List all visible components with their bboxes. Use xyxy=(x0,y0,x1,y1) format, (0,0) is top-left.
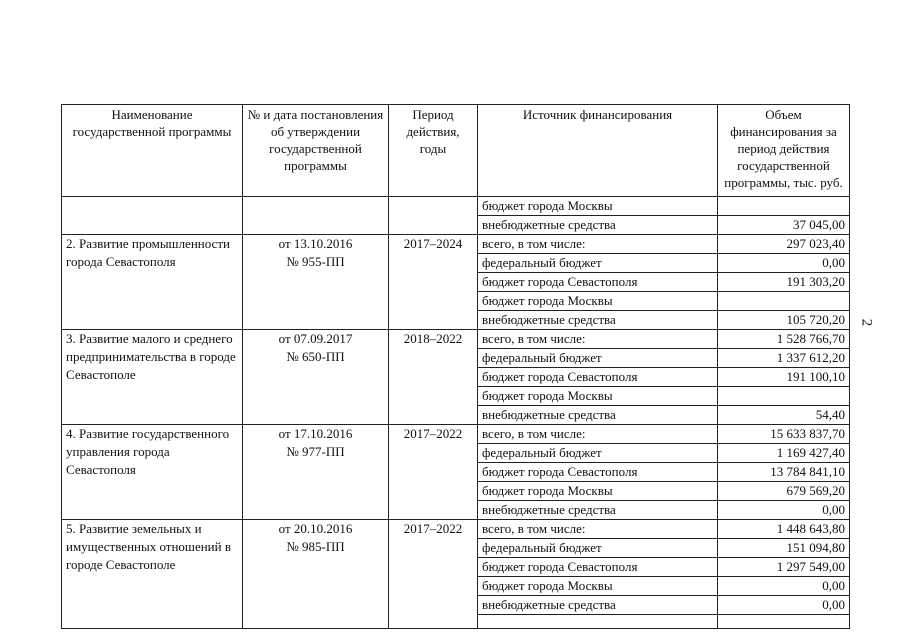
header-row xyxy=(62,105,850,197)
source-cell: внебюджетные средства xyxy=(478,501,718,520)
source-cell: внебюджетные средства xyxy=(478,216,718,235)
source-cell: всего, в том числе: xyxy=(478,520,718,539)
period-cell xyxy=(389,197,478,235)
amount-cell: 0,00 xyxy=(718,254,850,273)
page-number: 2 xyxy=(858,318,875,327)
source-cell: бюджет города Севастополя xyxy=(478,463,718,482)
decree-number: № 955-ПП xyxy=(286,254,345,269)
amount-cell: 0,00 xyxy=(718,596,850,615)
header-amount: Объем финансирования за период действия государственной программы, тыс. руб. xyxy=(718,105,850,197)
source-cell: всего, в том числе: xyxy=(478,330,718,349)
amount-cell xyxy=(718,615,850,629)
decree-cell xyxy=(243,425,389,520)
source-cell: бюджет города Москвы xyxy=(478,292,718,311)
decree-number: № 977-ПП xyxy=(286,444,345,459)
amount-cell xyxy=(718,197,850,216)
source-cell: бюджет города Москвы xyxy=(478,197,718,216)
table-row xyxy=(62,520,850,539)
source-cell: внебюджетные средства xyxy=(478,311,718,330)
source-cell xyxy=(478,615,718,629)
amount-cell: 54,40 xyxy=(718,406,850,425)
amount-cell: 151 094,80 xyxy=(718,539,850,558)
source-cell: внебюджетные средства xyxy=(478,596,718,615)
decree-cell xyxy=(243,330,389,425)
amount-cell: 0,00 xyxy=(718,577,850,596)
decree-cell xyxy=(243,235,389,330)
amount-cell: 15 633 837,70 xyxy=(718,425,850,444)
program-name-cell xyxy=(62,197,243,235)
decree-number: № 985-ПП xyxy=(286,539,345,554)
header-period: Период действия, годы xyxy=(389,105,478,197)
source-cell: внебюджетные средства xyxy=(478,406,718,425)
source-cell: всего, в том числе: xyxy=(478,425,718,444)
amount-cell: 1 448 643,80 xyxy=(718,520,850,539)
decree-date: от 13.10.2016 xyxy=(278,236,353,251)
source-cell: федеральный бюджет xyxy=(478,254,718,273)
amount-cell: 0,00 xyxy=(718,501,850,520)
header-decree: № и дата постановления об утверждении государственной программы xyxy=(243,105,389,197)
source-cell: бюджет города Севастополя xyxy=(478,273,718,292)
amount-cell: 13 784 841,10 xyxy=(718,463,850,482)
amount-cell: 1 297 549,00 xyxy=(718,558,850,577)
decree-date: от 07.09.2017 xyxy=(278,331,353,346)
source-cell: федеральный бюджет xyxy=(478,539,718,558)
table-row xyxy=(62,330,850,349)
period-cell: 2018–2022 xyxy=(389,330,478,425)
amount-cell xyxy=(718,387,850,406)
amount-cell: 1 169 427,40 xyxy=(718,444,850,463)
source-cell: бюджет города Москвы xyxy=(478,577,718,596)
table-row xyxy=(62,425,850,444)
decree-cell xyxy=(243,520,389,629)
program-name-cell: 5. Развитие земельных и имущественных отношений в городе Севастополе xyxy=(62,520,243,629)
amount-cell: 1 528 766,70 xyxy=(718,330,850,349)
source-cell: бюджет города Москвы xyxy=(478,482,718,501)
program-name-cell: 3. Развитие малого и среднего предпринимательства в городе Севастополе xyxy=(62,330,243,425)
source-cell: федеральный бюджет xyxy=(478,444,718,463)
source-cell: бюджет города Севастополя xyxy=(478,368,718,387)
amount-cell: 679 569,20 xyxy=(718,482,850,501)
period-cell: 2017–2022 xyxy=(389,520,478,629)
amount-cell: 1 337 612,20 xyxy=(718,349,850,368)
table-row xyxy=(62,235,850,254)
amount-cell: 297 023,40 xyxy=(718,235,850,254)
amount-cell: 191 303,20 xyxy=(718,273,850,292)
period-cell: 2017–2024 xyxy=(389,235,478,330)
source-cell: бюджет города Севастополя xyxy=(478,558,718,577)
program-name-cell: 2. Развитие промышленности города Севастополя xyxy=(62,235,243,330)
amount-cell: 105 720,20 xyxy=(718,311,850,330)
decree-date: от 17.10.2016 xyxy=(278,426,353,441)
decree-number: № 650-ПП xyxy=(286,349,345,364)
header-program-name: Наименование государственной программы xyxy=(62,105,243,197)
amount-cell: 37 045,00 xyxy=(718,216,850,235)
source-cell: федеральный бюджет xyxy=(478,349,718,368)
amount-cell: 191 100,10 xyxy=(718,368,850,387)
amount-cell xyxy=(718,292,850,311)
header-source: Источник финансирования xyxy=(478,105,718,197)
source-cell: бюджет города Москвы xyxy=(478,387,718,406)
table-row xyxy=(62,197,850,216)
program-name-cell: 4. Развитие государственного управления города Севастополя xyxy=(62,425,243,520)
financing-table xyxy=(61,104,850,629)
decree-cell xyxy=(243,197,389,235)
decree-date: от 20.10.2016 xyxy=(278,521,353,536)
source-cell: всего, в том числе: xyxy=(478,235,718,254)
period-cell: 2017–2022 xyxy=(389,425,478,520)
